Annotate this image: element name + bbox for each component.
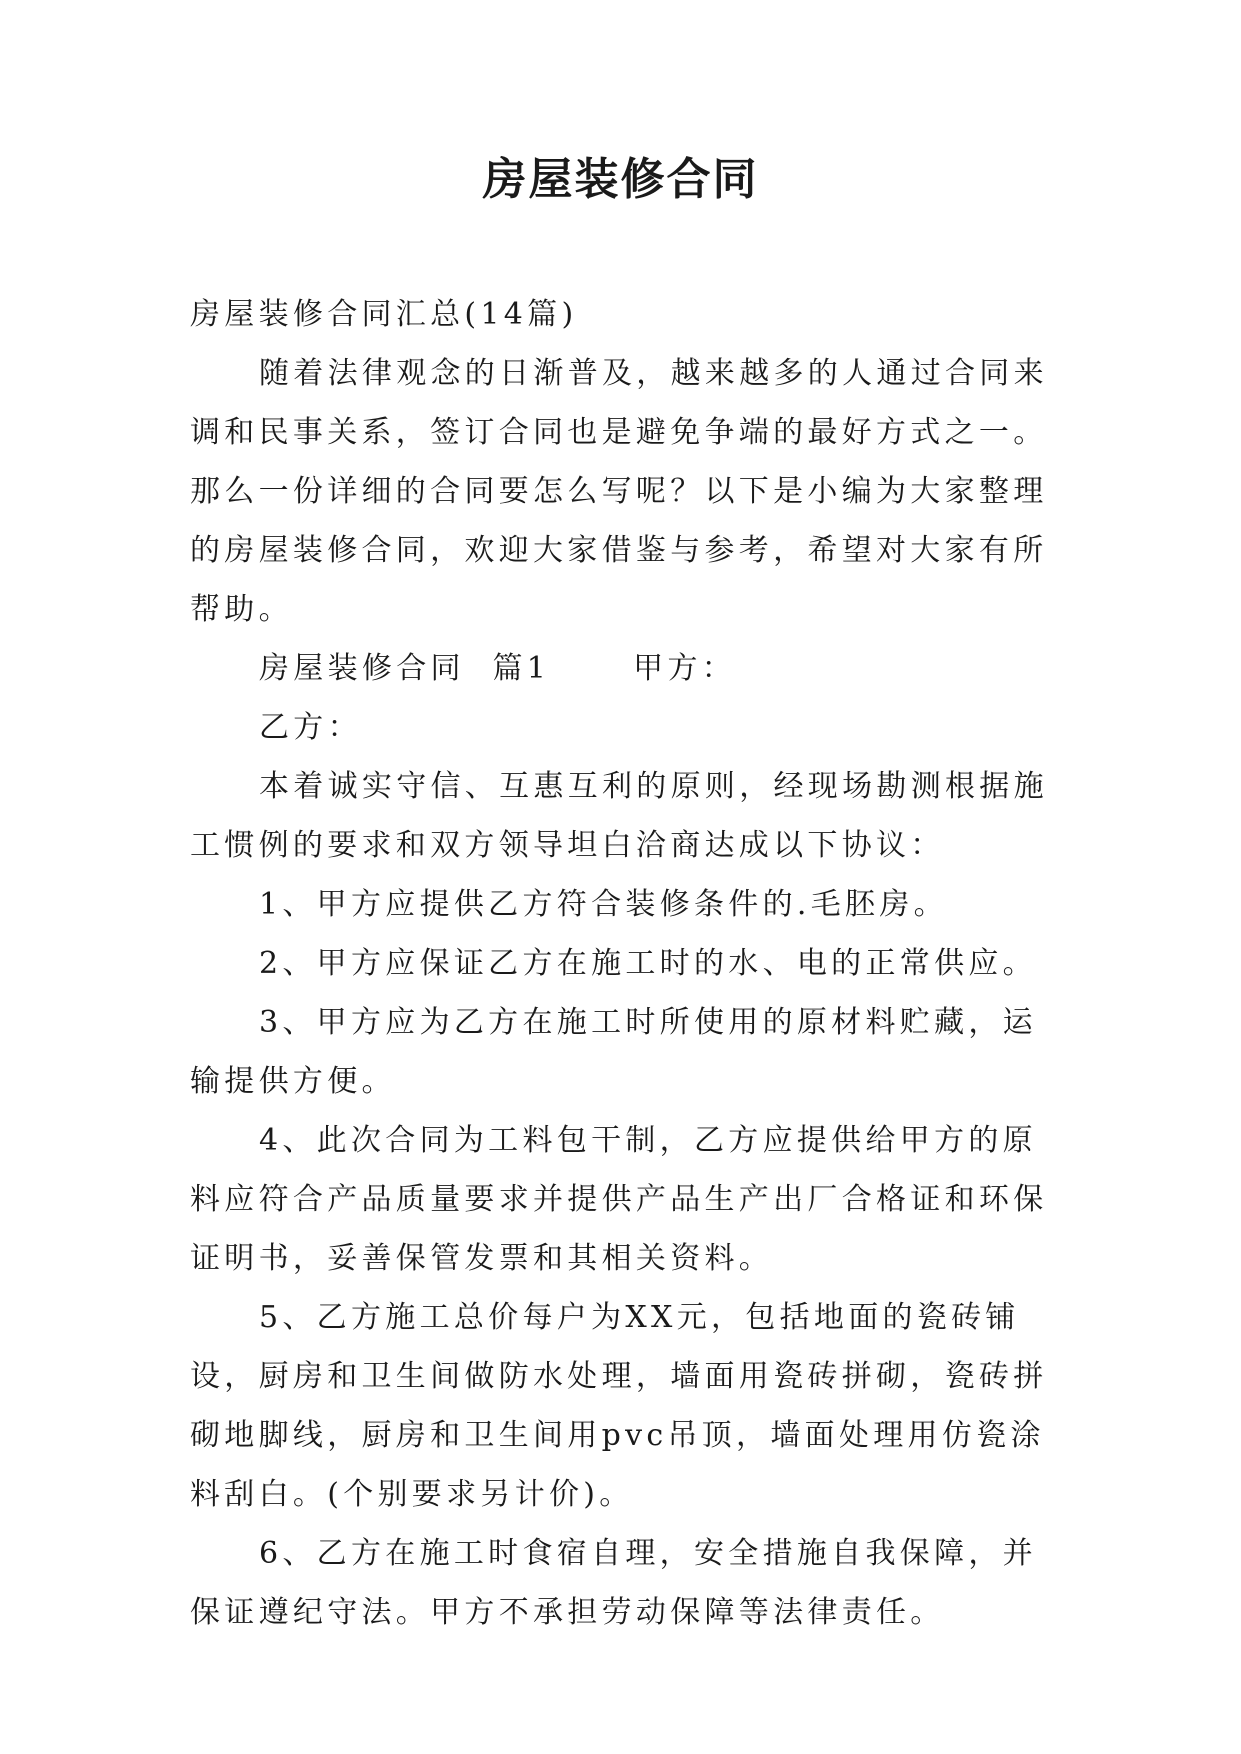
document-subtitle: 房屋装修合同汇总(14篇): [190, 297, 578, 332]
document-paragraph: 3、甲方应为乙方在施工时所使用的原材料贮藏，运输提供方便。: [190, 1005, 1037, 1099]
document-paragraph: 本着诚实守信、互惠互利的原则，经现场勘测根据施工惯例的要求和双方领导坦白洽商达成以下协议：: [190, 769, 1048, 863]
document-paragraph: 1、甲方应提供乙方符合装修条件的.毛胚房。: [259, 887, 948, 922]
document-paragraph: 4、此次合同为工料包干制，乙方应提供给甲方的原料应符合产品质量要求并提供产品生产出厂合格证和环保证明书，妥善保管发票和其相关资料。: [190, 1123, 1048, 1276]
document-paragraph: 房屋装修合同 篇1 甲方：: [259, 651, 737, 686]
document-title: 房屋装修合同: [482, 154, 759, 205]
document-paragraph: 2、甲方应保证乙方在施工时的水、电的正常供应。: [259, 946, 1037, 981]
document-paragraph: 6、乙方在施工时食宿自理，安全措施自我保障，并保证遵纪守法。甲方不承担劳动保障等法律责任。: [190, 1536, 1037, 1630]
document-paragraph: 乙方：: [259, 710, 362, 745]
document-body: [190, 285, 1070, 1642]
document-paragraph: 随着法律观念的日渐普及，越来越多的人通过合同来调和民事关系，签订合同也是避免争端的最好方式之一。那么一份详细的合同要怎么写呢？以下是小编为大家整理的房屋装修合同，欢迎大家借鉴与参考，希望对大家有所帮助。: [190, 356, 1048, 627]
document-paragraph: 5、乙方施工总价每户为XX元，包括地面的瓷砖铺设，厨房和卫生间做防水处理，墙面用瓷砖拼砌，瓷砖拼砌地脚线，厨房和卫生间用pvc吊顶，墙面处理用仿瓷涂料刮白。(个别要求另计价)。: [190, 1300, 1048, 1512]
